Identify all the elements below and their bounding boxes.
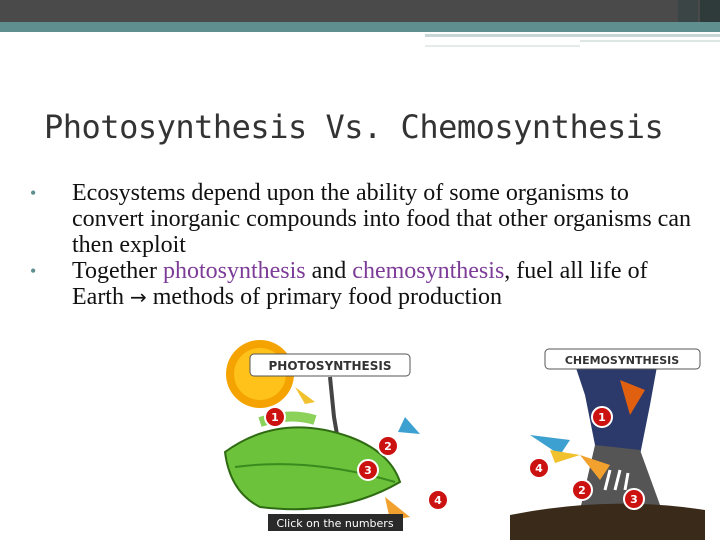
header-accent-line (425, 34, 720, 37)
header-teal-band (0, 22, 720, 32)
chemo-label: CHEMOSYNTHESIS (564, 354, 680, 367)
marker-1-label: 1 (598, 411, 606, 424)
header-corner-block (678, 0, 698, 22)
marker-3-label: 3 (364, 464, 372, 477)
water-arrow-icon (398, 417, 420, 434)
caption-text: Click on the numbers (276, 517, 394, 530)
photosynthesis-illustration (220, 342, 442, 532)
marker-3-label: 3 (630, 493, 638, 506)
marker-4-label: 4 (535, 462, 543, 475)
header-accent-line (425, 45, 580, 47)
term-photosynthesis: photosynthesis (162, 258, 306, 284)
bullet-text: Ecosystems depend upon the ability of some organisms to convert inorganic compounds into food that other organisms can then exploit (72, 180, 691, 258)
marker-2-label: 2 (384, 440, 392, 453)
bullet-item (30, 180, 700, 258)
chemosynthesis-illustration (510, 345, 705, 540)
slide-title: Photosynthesis Vs. Chemosynthesis (44, 108, 664, 146)
marker-2-label: 2 (578, 484, 586, 497)
bullet-text: methods of primary food production (146, 284, 503, 310)
arrow-right-icon: → (129, 285, 147, 309)
bullet-dot-icon: • (30, 183, 37, 203)
marker-4-label: 4 (434, 494, 442, 507)
header-dark-band (0, 0, 720, 22)
marker-1-label: 1 (271, 411, 279, 424)
bullet-dot-icon: • (30, 261, 37, 281)
header-corner-block-dark (700, 0, 720, 22)
header-accent-line (580, 40, 720, 42)
photo-label: PHOTOSYNTHESIS (268, 359, 392, 373)
bullet-item (30, 258, 700, 310)
bullet-text: , fuel all life of Earth (72, 258, 648, 310)
term-chemosynthesis: chemosynthesis (352, 258, 505, 284)
bullet-list (30, 180, 700, 310)
light-arrow-icon (295, 387, 315, 404)
bullet-text: and (305, 258, 353, 284)
bullet-text: Together (72, 258, 163, 284)
header-decoration (0, 0, 720, 44)
